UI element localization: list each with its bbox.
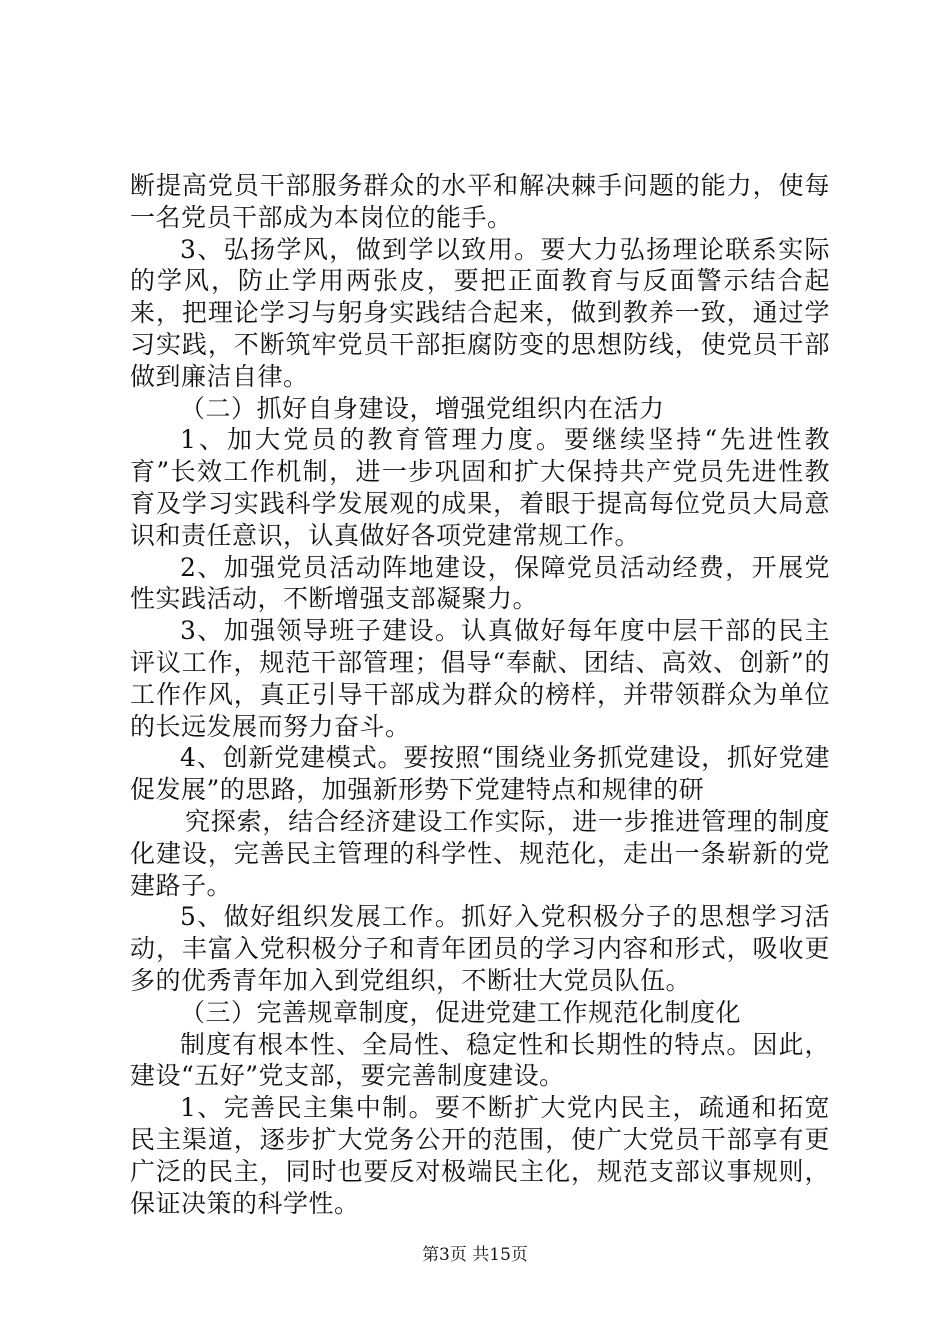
- paragraph-organization-development: 5、做好组织发展工作。抓好入党积极分子的思想学习活动，丰富入党积极分子和青年团员的学习内容和形式，吸收更多的优秀青年加入到党组织，不断壮大党员队伍。: [130, 902, 830, 995]
- page-number-footer: 第3页 共15页: [422, 1245, 528, 1265]
- section-heading-2: （二）抓好自身建设，增强党组织内在活力: [180, 393, 665, 423]
- paragraph-continuation: 断提高党员干部服务群众的水平和解决棘手问题的能力，使每一名党员干部成为本岗位的能手。: [130, 171, 830, 232]
- paragraph-activity-base: 2、加强党员活动阵地建设，保障党员活动经费，开展党性实践活动，不断增强支部凝聚力。: [130, 552, 830, 614]
- paragraph-leadership-team: 3、加强领导班子建设。认真做好每年度中层干部的民主评议工作，规范干部管理；倡导“奉献、团结、高效、创新”的工作作风，真正引导干部成为群众的榜样，并带领群众为单位的长远发展而努力奋斗。: [130, 616, 830, 741]
- paragraph-innovation-model: 4、创新党建模式。要按照“围绕业务抓党建设，抓好党建促发展”的思路，加强新形势下党建特点和规律的研: [130, 743, 830, 805]
- paragraph-education-management: 1、加大党员的教育管理力度。要继续坚持“先进性教育”长效工作机制，进一步巩固和扩大保持共产党员先进性教育及学习实践科学发展观的成果，着眼于提高每位党员大局意识和责任意识，认真做好各项党建常规工作。: [130, 425, 830, 550]
- paragraph-system-features: 制度有根本性、全局性、稳定性和长期性的特点。因此，建设“五好”党支部，要完善制度建设。: [130, 1029, 830, 1091]
- paragraph-innovation-model-cont: 究探索，结合经济建设工作实际，进一步推进管理的制度化建设，完善民主管理的科学性、规范化，走出一条崭新的党建路子。: [130, 806, 830, 900]
- paragraph-study-style: 3、弘扬学风，做到学以致用。要大力弘扬理论联系实际的学风，防止学用两张皮，要把正面教育与反面警示结合起来，把理论学习与躬身实践结合起来，做到教养一致，通过学习实践，不断筑牢党员干部拒腐防变的思想防线，使党员干部做到廉洁自律。: [130, 234, 830, 391]
- paragraph-democratic-centralism: 1、完善民主集中制。要不断扩大党内民主，疏通和拓宽民主渠道，逐步扩大党务公开的范围，使广大党员干部享有更广泛的民主，同时也要反对极端民主化，规范支部议事规则，保证决策的科学性。: [130, 1093, 830, 1218]
- section-heading-3: （三）完善规章制度，促进党建工作规范化制度化: [180, 997, 742, 1027]
- document-body: [130, 170, 830, 1219]
